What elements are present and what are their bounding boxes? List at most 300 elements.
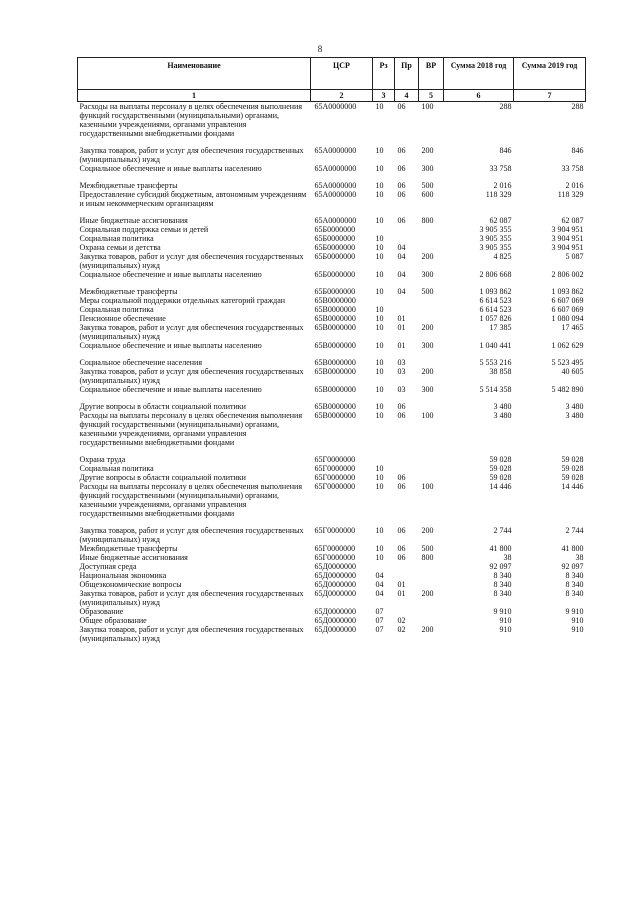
row-pr-code [395,464,419,473]
row-sum-2018: 14 446 [489,482,512,491]
row-sum-2019: 910 [571,616,584,625]
row-csr-code: 65Б0000000 [314,234,356,243]
row-sum-2018: 5 514 358 [479,385,512,394]
row-pr-code [395,225,419,234]
row-vr-code: 200 [421,367,434,376]
row-sum-2019: 2 806 002 [551,270,584,279]
table-row [78,526,586,544]
row-name: Иные бюджетные ассигнования [79,553,188,562]
row-sum-2019: 5 482 890 [551,385,584,394]
table-row [78,287,586,296]
row-pr-code [395,607,419,616]
row-name: Социальное обеспечение населения [79,358,202,367]
table-row [78,455,586,464]
row-vr-code: 800 [421,216,434,225]
row-rz-code: 10 [375,411,384,420]
row-rz-code: 04 [375,571,384,580]
row-name: Закупка товаров, работ и услуг для обеспечения государственных (муниципальных) нужд [79,252,304,270]
row-pr-code: 06 [397,102,406,111]
row-pr-code: 01 [397,341,406,350]
column-number-row [78,90,586,102]
row-sum-2018: 92 097 [489,562,512,571]
row-sum-2018: 62 087 [489,216,512,225]
row-pr-code: 06 [397,473,406,482]
row-spacer-cell [78,447,586,455]
row-name: Расходы на выплаты персоналу в целях обеспечения выполнения функций государственными (муниципальными) органами, казенными учреждениями, органами управления государственными внебюджетными фондами [79,482,302,518]
row-sum-2019: 59 028 [561,473,584,482]
row-csr-code: 65Г0000000 [314,464,356,473]
row-sum-2018: 3 905 355 [479,243,512,252]
column-number: 5 [419,90,444,102]
row-pr-code: 04 [397,243,406,252]
row-rz-code: 10 [375,464,384,473]
header-sum-2019: Сумма 2019 год [514,58,586,90]
row-spacer-cell [78,138,586,146]
table-row [78,146,586,164]
row-csr-code: 65Д0000000 [314,607,356,616]
row-csr-code: 65А0000000 [314,164,357,173]
row-csr-code: 65А0000000 [314,181,357,190]
row-name: Другие вопросы в области социальной политики [79,473,246,482]
row-rz-code: 10 [375,270,384,279]
row-sum-2018: 118 329 [485,190,512,199]
table-row [78,225,586,234]
row-sum-2018: 59 028 [489,473,512,482]
row-csr-code: 65А0000000 [314,190,357,199]
row-sum-2019: 59 028 [561,464,584,473]
row-sum-2019: 17 465 [561,323,584,332]
row-pr-code: 03 [397,385,406,394]
row-vr-code [419,234,444,243]
row-sum-2019: 5 087 [565,252,584,261]
row-rz-code: 10 [375,482,384,491]
row-sum-2019: 3 904 951 [551,234,584,243]
row-sum-2018: 2 016 [493,181,512,190]
column-number: 7 [514,90,586,102]
row-sum-2018: 846 [499,146,512,155]
row-sum-2018: 6 614 523 [479,296,512,305]
row-vr-code: 200 [421,625,434,634]
row-csr-code: 65Д0000000 [314,571,356,580]
row-vr-code [419,580,444,589]
row-vr-code [419,607,444,616]
row-sum-2019: 2 016 [565,181,584,190]
row-sum-2018: 9 910 [493,607,512,616]
row-pr-code: 06 [397,146,406,155]
row-spacer [78,350,586,358]
table-row [78,358,586,367]
row-rz-code: 10 [375,181,384,190]
column-number: 2 [311,90,373,102]
row-csr-code: 65В0000000 [314,305,356,314]
row-spacer-cell [78,279,586,287]
row-vr-code: 200 [421,526,434,535]
row-pr-code: 03 [397,358,406,367]
header-csr: ЦСР [311,58,373,90]
row-sum-2018: 4 825 [493,252,512,261]
row-csr-code: 65Б0000000 [314,252,356,261]
row-vr-code [419,296,444,305]
page-number: 8 [317,44,323,54]
row-name: Расходы на выплаты персоналу в целях обеспечения выполнения функций государственными (муниципальными) органами, казенными учреждениями, органами управления государственными внебюджетными фондами [79,102,302,138]
row-spacer-cell [78,350,586,358]
row-sum-2019: 6 607 069 [551,305,584,314]
row-csr-code: 65В0000000 [314,314,356,323]
row-pr-code: 04 [397,252,406,261]
row-vr-code [419,305,444,314]
row-rz-code: 04 [375,580,384,589]
row-csr-code: 65А0000000 [314,146,357,155]
row-pr-code: 06 [397,544,406,553]
row-sum-2019: 846 [571,146,584,155]
row-rz-code: 10 [375,314,384,323]
row-vr-code: 300 [421,270,434,279]
row-sum-2019: 5 523 495 [551,358,584,367]
row-sum-2018: 2 744 [493,526,512,535]
table-row [78,385,586,394]
row-vr-code: 200 [421,146,434,155]
row-name: Закупка товаров, работ и услуг для обеспечения государственных (муниципальных) нужд [79,323,304,341]
table-row [78,367,586,385]
row-csr-code: 65Д0000000 [314,616,356,625]
row-sum-2019: 62 087 [561,216,584,225]
row-rz-code: 07 [375,625,384,634]
row-pr-code: 03 [397,367,406,376]
row-rz-code: 10 [375,358,384,367]
row-name: Закупка товаров, работ и услуг для обеспечения государственных (муниципальных) нужд [79,589,304,607]
table-row [78,252,586,270]
row-csr-code: 65Г0000000 [314,473,356,482]
row-csr-code: 65Г0000000 [314,553,356,562]
row-name: Социальное обеспечение и иные выплаты населению [79,341,262,350]
row-pr-code: 02 [397,625,406,634]
row-pr-code: 01 [397,589,406,598]
row-sum-2019: 1 080 094 [551,314,584,323]
row-spacer [78,447,586,455]
row-name: Социальное обеспечение и иные выплаты населению [79,270,262,279]
row-rz-code: 10 [375,341,384,350]
row-sum-2018: 59 028 [489,455,512,464]
row-sum-2018: 1 040 441 [479,341,512,350]
row-sum-2019: 41 800 [561,544,584,553]
row-vr-code: 300 [421,164,434,173]
row-sum-2018: 17 385 [489,323,512,332]
row-sum-2018: 3 905 355 [479,225,512,234]
row-pr-code: 06 [397,181,406,190]
row-pr-code: 06 [397,411,406,420]
row-name: Социальная политика [79,234,154,243]
row-csr-code: 65В0000000 [314,296,356,305]
row-rz-code: 10 [375,367,384,376]
header-pr: Пр [395,58,419,90]
row-pr-code [395,571,419,580]
row-pr-code: 01 [397,314,406,323]
row-sum-2018: 910 [499,616,512,625]
row-sum-2019: 6 607 069 [551,296,584,305]
row-csr-code: 65Д0000000 [314,625,356,634]
row-csr-code: 65Г0000000 [314,482,356,491]
row-csr-code: 65В0000000 [314,402,356,411]
row-rz-code: 10 [375,234,384,243]
row-name: Межбюджетные трансферты [79,544,178,553]
table-row [78,243,586,252]
row-pr-code [395,455,419,464]
row-csr-code: 65Д0000000 [314,589,356,598]
row-name: Другие вопросы в области социальной политики [79,402,246,411]
row-sum-2018: 2 806 668 [479,270,512,279]
row-vr-code [419,314,444,323]
row-name: Образование [79,607,124,616]
table-row [78,164,586,173]
row-csr-code: 65Г0000000 [314,455,356,464]
row-sum-2019: 3 480 [565,411,584,420]
row-vr-code: 100 [421,482,434,491]
row-sum-2018: 8 340 [493,571,512,580]
row-pr-code: 02 [397,616,406,625]
row-rz-code: 10 [375,287,384,296]
row-name: Закупка товаров, работ и услуг для обеспечения государственных (муниципальных) нужд [79,625,304,643]
row-pr-code: 04 [397,287,406,296]
row-name: Социальное обеспечение и иные выплаты населению [79,164,262,173]
table-row [78,314,586,323]
header-vr: ВР [419,58,444,90]
table-row [78,216,586,225]
row-vr-code: 500 [421,287,434,296]
row-sum-2019: 910 [571,625,584,634]
row-sum-2019: 38 [575,553,584,562]
table-row [78,270,586,279]
row-pr-code [395,305,419,314]
row-sum-2019: 33 758 [561,164,584,173]
row-vr-code [419,402,444,411]
row-rz-code [373,296,395,305]
row-rz-code [373,455,395,464]
row-vr-code: 200 [421,323,434,332]
row-rz-code: 10 [375,146,384,155]
row-name: Меры социальной поддержки отдельных категорий граждан [79,296,286,305]
row-spacer-cell [78,208,586,216]
table-row [78,190,586,208]
row-sum-2019: 118 329 [557,190,584,199]
row-rz-code: 10 [375,164,384,173]
row-pr-code [395,234,419,243]
row-vr-code [419,464,444,473]
row-pr-code: 06 [397,553,406,562]
row-rz-code: 10 [375,102,384,111]
row-spacer [78,518,586,526]
row-pr-code: 06 [397,482,406,491]
row-vr-code [419,358,444,367]
row-sum-2018: 3 905 355 [479,234,512,243]
row-name: Расходы на выплаты персоналу в целях обеспечения выполнения функций государственными (муниципальными) органами, казенными учреждениями, органами управления государственными внебюджетными фондами [79,411,302,447]
row-spacer [78,394,586,402]
row-sum-2019: 3 904 951 [551,243,584,252]
row-sum-2018: 38 [503,553,512,562]
row-spacer [78,173,586,181]
row-sum-2019: 8 340 [565,580,584,589]
row-spacer [78,208,586,216]
row-vr-code: 300 [421,385,434,394]
row-sum-2018: 8 340 [493,589,512,598]
row-sum-2019: 288 [571,102,584,111]
table-row [78,305,586,314]
row-rz-code: 10 [375,385,384,394]
row-sum-2018: 3 480 [493,411,512,420]
row-spacer-cell [78,394,586,402]
row-csr-code: 65Д0000000 [314,562,356,571]
row-csr-code: 65Б0000000 [314,270,356,279]
table-row [78,482,586,518]
row-pr-code: 01 [397,323,406,332]
table-row [78,580,586,589]
table-row [78,234,586,243]
row-sum-2018: 6 614 523 [479,305,512,314]
row-rz-code: 10 [375,252,384,261]
row-sum-2019: 92 097 [561,562,584,571]
row-csr-code: 65Б0000000 [314,243,356,252]
row-csr-code: 65В0000000 [314,411,356,420]
row-pr-code: 06 [397,190,406,199]
row-vr-code [419,243,444,252]
row-sum-2018: 38 858 [489,367,512,376]
row-rz-code: 07 [375,607,384,616]
row-sum-2019: 14 446 [561,482,584,491]
row-spacer [78,138,586,146]
row-rz-code [373,225,395,234]
row-pr-code: 01 [397,580,406,589]
row-vr-code [419,616,444,625]
row-spacer-cell [78,173,586,181]
row-name: Охрана семьи и детства [79,243,161,252]
row-pr-code: 04 [397,270,406,279]
table-row [78,473,586,482]
row-name: Охрана труда [79,455,126,464]
row-vr-code: 300 [421,341,434,350]
row-name: Межбюджетные трансферты [79,287,178,296]
table-body [78,102,586,644]
budget-table [77,57,586,643]
row-csr-code: 65В0000000 [314,341,356,350]
table-row [78,544,586,553]
header-sum-2018: Сумма 2018 год [444,58,514,90]
row-rz-code: 10 [375,216,384,225]
row-sum-2019: 59 028 [561,455,584,464]
column-number: 6 [444,90,514,102]
row-vr-code: 800 [421,553,434,562]
row-name: Социальная поддержка семьи и детей [79,225,209,234]
row-name: Закупка товаров, работ и услуг для обеспечения государственных (муниципальных) нужд [79,526,304,544]
row-name: Общее образование [79,616,147,625]
column-number: 3 [373,90,395,102]
row-csr-code: 65Г0000000 [314,544,356,553]
row-csr-code: 65А0000000 [314,216,357,225]
row-pr-code: 06 [397,402,406,411]
table-row [78,181,586,190]
table-row [78,625,586,643]
row-name: Закупка товаров, работ и услуг для обеспечения государственных (муниципальных) нужд [79,367,304,385]
row-vr-code: 200 [421,589,434,598]
table-row [78,607,586,616]
row-csr-code: 65Б0000000 [314,287,356,296]
row-vr-code: 500 [421,181,434,190]
row-name: Пенсионное обеспечение [79,314,166,323]
row-pr-code [395,296,419,305]
row-rz-code: 10 [375,544,384,553]
table-row [78,464,586,473]
row-rz-code: 10 [375,553,384,562]
row-sum-2018: 910 [499,625,512,634]
row-sum-2018: 59 028 [489,464,512,473]
table-row [78,589,586,607]
table-row [78,553,586,562]
row-rz-code: 10 [375,526,384,535]
row-vr-code: 100 [421,102,434,111]
row-pr-code: 06 [397,526,406,535]
column-number: 1 [78,90,311,102]
table-row [78,102,586,139]
row-vr-code: 500 [421,544,434,553]
row-name: Социальная политика [79,464,154,473]
row-sum-2018: 1 093 862 [479,287,512,296]
row-rz-code: 10 [375,190,384,199]
column-number: 4 [395,90,419,102]
row-sum-2018: 1 057 826 [479,314,512,323]
row-sum-2018: 41 800 [489,544,512,553]
row-vr-code [419,225,444,234]
row-rz-code: 10 [375,402,384,411]
table-row [78,571,586,580]
row-pr-code [395,562,419,571]
row-sum-2018: 288 [499,102,512,111]
row-name: Иные бюджетные ассигнования [79,216,188,225]
row-vr-code [419,473,444,482]
row-sum-2018: 33 758 [489,164,512,173]
row-name: Межбюджетные трансферты [79,181,178,190]
row-rz-code: 10 [375,473,384,482]
row-csr-code: 65А0000000 [314,102,357,111]
table-row [78,562,586,571]
row-csr-code: 65В0000000 [314,358,356,367]
table-row [78,411,586,447]
row-name: Доступная среда [79,562,137,571]
row-csr-code: 65В0000000 [314,385,356,394]
row-name: Социальное обеспечение и иные выплаты населению [79,385,262,394]
row-sum-2018: 5 553 216 [479,358,512,367]
row-rz-code: 10 [375,243,384,252]
row-csr-code: 65Д0000000 [314,580,356,589]
row-name: Национальная экономика [79,571,167,580]
row-vr-code [419,455,444,464]
row-csr-code: 65Г0000000 [314,526,356,535]
row-sum-2019: 8 340 [565,571,584,580]
row-csr-code: 65В0000000 [314,323,356,332]
row-sum-2019: 3 904 951 [551,225,584,234]
row-sum-2019: 1 093 862 [551,287,584,296]
row-sum-2019: 3 480 [565,402,584,411]
row-rz-code: 07 [375,616,384,625]
row-spacer [78,279,586,287]
table-header-row [78,58,586,90]
row-vr-code [419,562,444,571]
row-sum-2019: 9 910 [565,607,584,616]
row-sum-2018: 3 480 [493,402,512,411]
row-rz-code: 04 [375,589,384,598]
header-rz: Рз [373,58,395,90]
row-sum-2019: 2 744 [565,526,584,535]
row-vr-code: 600 [421,190,434,199]
row-sum-2019: 1 062 629 [551,341,584,350]
row-vr-code [419,571,444,580]
